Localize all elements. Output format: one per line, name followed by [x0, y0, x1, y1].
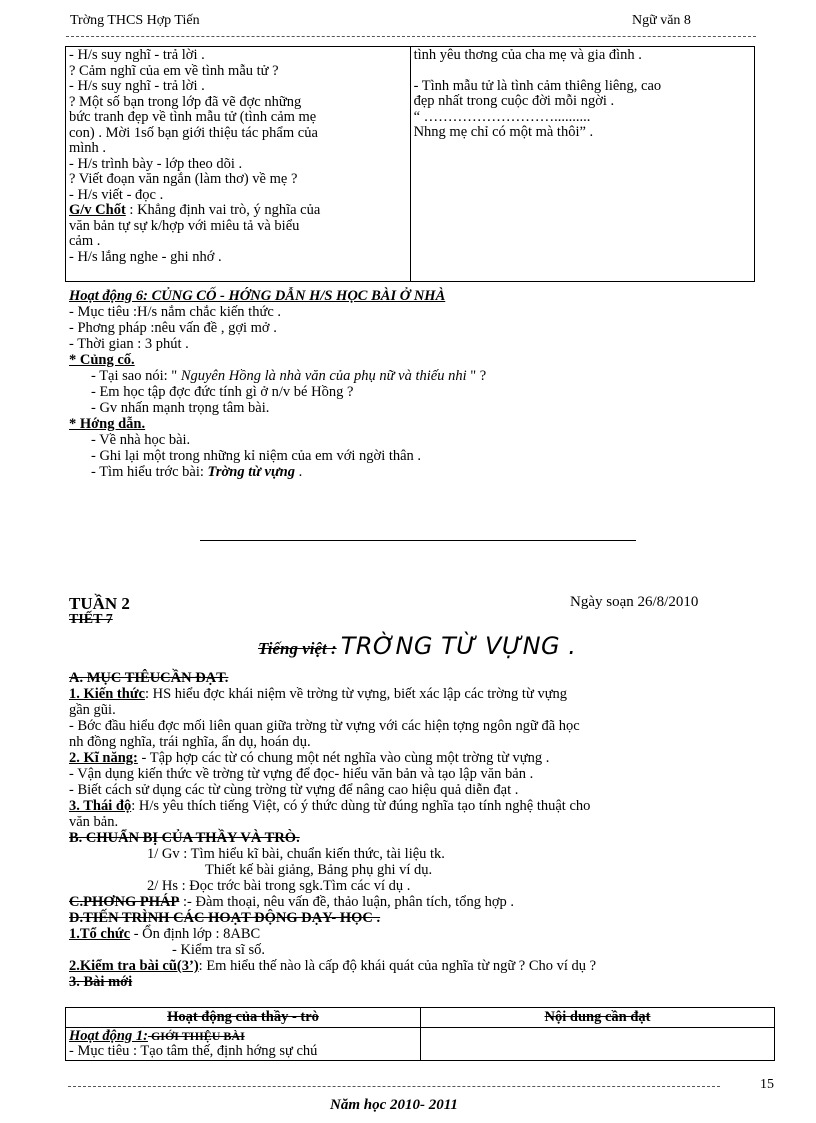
table-line: - H/s suy nghĩ - trả lời .: [69, 47, 205, 63]
cungco-heading: * Củng cố.: [69, 352, 135, 368]
activity6-line: - Mục tiêu :H/s nắm chắc kiến thức .: [69, 304, 282, 320]
title-main: TRỜNG TỪ VỰNG .: [340, 632, 577, 660]
col-header-teacher: [66, 1008, 421, 1028]
huongdan-line: - Về nhà học bài.: [91, 432, 191, 448]
skill-label: 2. Kĩ năng:: [69, 750, 138, 766]
knowledge-text: : HS hiểu đợc khái niệm về trờng từ vựng, biết xác lập các trờng từ vựng: [144, 686, 568, 702]
table-line: - H/s lắng nghe - ghi nhớ .: [69, 248, 222, 265]
check-label: 2.Kiểm tra bài cũ(3’): [69, 958, 199, 974]
lesson-body: [69, 670, 596, 990]
table-line: Nhng mẹ chỉ có một mà thôi” .: [413, 124, 594, 140]
table-line: - H/s suy nghĩ - trả lời .: [69, 78, 205, 94]
school-name: Trờng THCS Hợp Tiến: [70, 13, 200, 28]
table-line: văn bản tự sự k/hợp với miêu tả và biểu: [69, 217, 300, 234]
page-number: 15: [760, 1077, 774, 1092]
skill-line: - Biết cách sử dụng các từ cùng trờng từ vựng để nâng cao hiệu quả diễn đạt .: [69, 782, 519, 798]
col-header-content: [421, 1008, 775, 1028]
table-line: cảm .: [69, 233, 101, 249]
cungco-q-post: " ?: [466, 368, 487, 384]
check-text: : Em hiểu thế nào là cấp độ khái quát của nghĩa từ ngữ ? Cho ví dụ ?: [198, 958, 597, 974]
lesson-date: Ngày soạn 26/8/2010: [570, 594, 699, 610]
section-d-heading: D.TIẾN TRÌNH CÁC HOẠT ĐỘNG DẠY- HỌC .: [69, 910, 381, 926]
skill-text: - Tập hợp các từ có chung một nét nghĩa vào cùng một trờng từ vựng .: [137, 750, 550, 766]
attitude-label: 3. Thái độ: [69, 798, 132, 814]
section-c-line: [69, 894, 596, 910]
activity6-line: - Thời gian : 3 phút .: [69, 336, 189, 352]
activity1-cell: [66, 1028, 421, 1061]
cungco-q-quote: Nguyên Hồng là nhà văn của phụ nữ và thiếu nhi: [180, 368, 467, 384]
attitude-line: văn bản.: [69, 814, 119, 830]
activity1-title: GIỚI THIỆU BÀI: [147, 1029, 245, 1043]
activity1-content-cell: [421, 1028, 775, 1061]
table-line: - Tình mẫu tử là tình cảm thiêng liêng, cao: [413, 77, 662, 94]
organize-text: - Ổn định lớp : 8ABC: [130, 926, 261, 942]
chot-line: [69, 203, 407, 219]
knowledge-line: [69, 686, 596, 702]
title-prefix: Tiếng việt :: [258, 639, 337, 658]
section-c-label: C.PHƠNG PHÁP: [69, 894, 180, 910]
prep-gv: Thiết kế bài giảng, Bảng phụ ghi ví dụ.: [205, 862, 433, 878]
header-divider: [66, 36, 756, 37]
table-line: ? Viết đoạn văn ngắn (làm thơ) về mẹ ?: [69, 171, 298, 187]
table-line: tình yêu thơng của cha mẹ và gia đình .: [413, 47, 642, 63]
huongdan-line: - Ghi lại một trong những kỉ niệm của em với ngời thân .: [91, 448, 422, 464]
top-table-left-cell: [66, 47, 411, 282]
week-label: TUẦN 2: [69, 594, 130, 613]
attitude-line: [69, 798, 596, 814]
knowledge-label: 1. Kiến thức: [69, 686, 145, 702]
attitude-text: : H/s yêu thích tiếng Việt, có ý thức dùng từ đúng nghĩa tạo tính nghệ thuật cho: [131, 798, 591, 814]
check-line: [69, 958, 596, 974]
footer-divider: [68, 1086, 720, 1087]
new-lesson-heading: 3. Bài mới: [69, 974, 133, 990]
table-line: đẹp nhất trong cuộc đời mỗi ngời .: [413, 93, 615, 109]
organize-line: [69, 926, 596, 942]
section-b-heading: B. CHUẨN BỊ CỦA THẦY VÀ TRÒ.: [69, 830, 300, 846]
table-line: bức tranh đẹp về tình mẫu tử (tình cảm mẹ: [69, 109, 317, 125]
section-c-text: :- Đàm thoại, nêu vấn đề, thảo luận, phân tích, tổng hợp .: [179, 894, 515, 910]
knowledge-line: gần gũi.: [69, 702, 116, 718]
bottom-table: [65, 1007, 775, 1061]
prep-hs: 2/ Hs : Đọc trớc bài trong sgk.Tìm các ví dụ .: [147, 878, 411, 894]
col1-label: Hoạt động của thầy - trò: [167, 1009, 319, 1025]
skill-line: [69, 750, 596, 766]
activity1-line: - Mục tiêu : Tạo tâm thế, định hớng sự chú: [69, 1043, 318, 1059]
chot-label: G/v Chốt: [69, 202, 126, 218]
organize-line: - Kiểm tra sĩ số.: [172, 942, 266, 958]
find-post: .: [295, 464, 303, 480]
activity6-line: - Phơng pháp :nêu vấn đề , gợi mở .: [69, 320, 277, 336]
activity6-section: [69, 288, 486, 480]
col2-label: Nội dung cần đạt: [544, 1009, 651, 1025]
activity1-label: Hoạt động 1:: [69, 1028, 148, 1044]
huongdan-find: [69, 464, 486, 480]
cungco-line: - Gv nhấn mạnh trọng tâm bài.: [91, 400, 270, 416]
skill-line: - Vận dụng kiến thức về trờng từ vựng để đọc- hiểu văn bản và tạo lập văn bản .: [69, 766, 534, 782]
activity6-title: Hoạt động 6: CỦNG CỐ - HỚNG DẪN H/S HỌC BÀI Ở NHÀ: [69, 288, 446, 304]
find-pre: - Tìm hiểu trớc bài:: [91, 464, 208, 480]
table-spacer: [414, 64, 751, 79]
section-separator: [200, 540, 636, 541]
period-label: TIẾT 7: [69, 612, 113, 627]
section-a-heading: A. MỤC TIÊUCẦN ĐẠT.: [69, 670, 229, 686]
top-table-right-cell: [410, 47, 754, 282]
lesson-title: [258, 632, 576, 660]
cungco-line: - Em học tập đợc đức tính gì ở n/v bé Hồng ?: [91, 384, 354, 400]
find-topic: Trờng từ vựng: [207, 464, 295, 480]
cungco-q-pre: - Tại sao nói: ": [91, 368, 181, 384]
table-line: - H/s viết - đọc .: [69, 186, 164, 203]
knowledge-line: - Bớc đầu hiểu đợc mối liên quan giữa trờng từ vựng với các hiện tợng ngôn ngữ đã học: [69, 718, 580, 734]
prep-gv: 1/ Gv : Tìm hiểu kĩ bài, chuẩn kiến thức, tài liệu tk.: [147, 846, 445, 862]
table-line: ? Một số bạn trong lớp đã vẽ đợc những: [69, 93, 302, 110]
subject-name: Ngữ văn 8: [632, 13, 691, 28]
chot-text: : Khẳng định vai trò, ý nghĩa của: [125, 202, 321, 218]
top-table: [65, 46, 755, 282]
huongdan-heading: * Hớng dẫn.: [69, 416, 146, 432]
organize-label: 1.Tổ chức: [69, 926, 131, 942]
knowledge-line: nh đồng nghĩa, trái nghĩa, ẩn dụ, hoán dụ.: [69, 734, 311, 750]
table-line: mình .: [69, 140, 107, 156]
table-line: “ ………………………..........: [413, 108, 591, 125]
table-line: - H/s trình bày - lớp theo dõi .: [69, 155, 243, 172]
cungco-question: [69, 368, 486, 384]
table-line: con) . Mời 1số bạn giới thiệu tác phẩm của: [69, 124, 318, 141]
school-year: Năm học 2010- 2011: [330, 1097, 458, 1113]
table-line: ? Cảm nghĩ của em về tình mẫu tử ?: [69, 62, 279, 79]
